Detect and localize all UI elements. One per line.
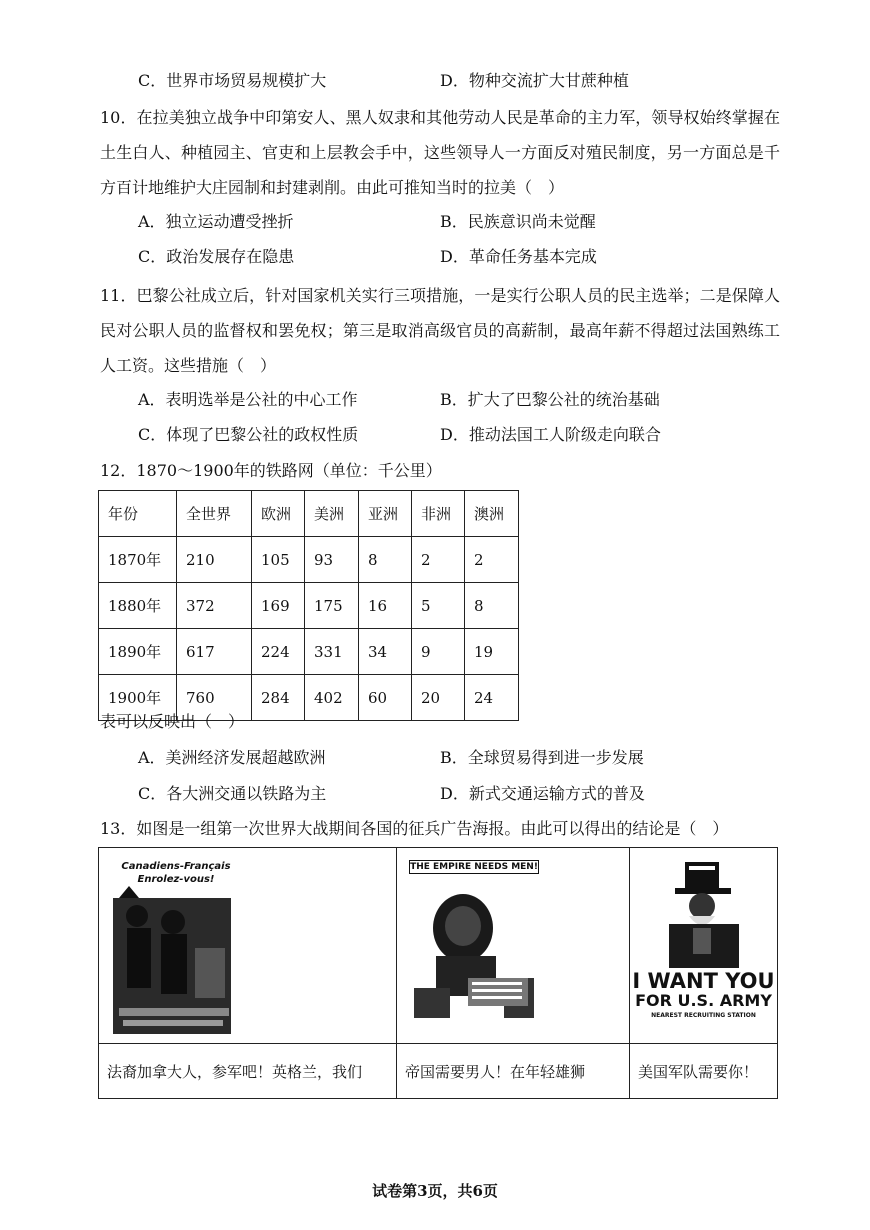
table-cell: 16 [359, 583, 412, 629]
poster-britain-caption: 帝国需要男人！在年轻雄狮 [405, 1062, 586, 1081]
poster-usa-subheadline: FOR U.S. ARMY [635, 991, 772, 1010]
table-cell: 1870年 [99, 537, 177, 583]
table-cell: 2 [465, 537, 519, 583]
table-row [99, 629, 519, 675]
q12-stem: 12．1870～1900年的铁路网（单位：千公里） [100, 461, 442, 480]
table-cell: 20 [412, 675, 465, 721]
table-header-cell: 亚洲 [359, 491, 412, 537]
table-cell: 224 [252, 629, 305, 675]
q11-stem: 11．巴黎公社成立后，针对国家机关实行三项措施，一是实行公职人员的民主选举；二是保障人民对公职人员的监督权和罢免权；第三是取消高级官员的高薪制，最高年薪不得超过法国熟练工人工资。这些措施（ ） [100, 286, 780, 375]
table-header-cell: 非洲 [412, 491, 465, 537]
q12-option-b: B．全球贸易得到进一步发展 [440, 748, 644, 767]
poster-canada [99, 848, 397, 1098]
q13-stem: 13．如图是一组第一次世界大战期间各国的征兵广告海报。由此可以得出的结论是（ ） [100, 819, 729, 838]
railway-table [98, 490, 519, 721]
table-cell: 1900年 [99, 675, 177, 721]
table-cell: 169 [252, 583, 305, 629]
q12-after-text: 表可以反映出（ ） [100, 712, 245, 731]
q12-option-d: D．新式交通运输方式的普及 [440, 784, 645, 803]
table-cell: 331 [305, 629, 359, 675]
table-cell: 175 [305, 583, 359, 629]
poster-canada-image [99, 848, 396, 1044]
table-header-row [99, 491, 519, 537]
table-cell: 210 [177, 537, 252, 583]
poster-usa-image [630, 848, 777, 1044]
q11-option-b: B．扩大了巴黎公社的统治基础 [440, 390, 660, 409]
q9-option-c: C．世界市场贸易规模扩大 [138, 71, 327, 90]
table-cell: 34 [359, 629, 412, 675]
table-cell: 8 [465, 583, 519, 629]
poster-usa-headline: I WANT YOU [632, 969, 775, 993]
poster-usa [630, 848, 777, 1098]
table-cell: 9 [412, 629, 465, 675]
table-cell: 93 [305, 537, 359, 583]
table-cell: 105 [252, 537, 305, 583]
table-cell: 284 [252, 675, 305, 721]
q11-option-d: D．推动法国工人阶级走向联合 [440, 425, 661, 444]
poster-britain-header: THE EMPIRE NEEDS MEN! [410, 862, 538, 872]
poster-usa-footnote: NEAREST RECRUITING STATION [651, 1012, 756, 1019]
table-row [99, 537, 519, 583]
q12-option-a: A．美洲经济发展超越欧洲 [138, 748, 326, 767]
table-header-cell: 年份 [99, 491, 177, 537]
table-cell: 2 [412, 537, 465, 583]
table-cell: 5 [412, 583, 465, 629]
table-cell: 60 [359, 675, 412, 721]
table-cell: 617 [177, 629, 252, 675]
table-header-cell: 欧洲 [252, 491, 305, 537]
q10-option-d: D．革命任务基本完成 [440, 247, 597, 266]
q12-option-c: C．各大洲交通以铁路为主 [138, 784, 327, 803]
table-header-cell: 澳洲 [465, 491, 519, 537]
q11-option-c: C．体现了巴黎公社的政权性质 [138, 425, 359, 444]
page-footer: 试卷第3页，共6页 [372, 1182, 498, 1200]
table-row [99, 583, 519, 629]
table-cell: 19 [465, 629, 519, 675]
table-header-cell: 全世界 [177, 491, 252, 537]
q10-stem: 10．在拉美独立战争中印第安人、黑人奴隶和其他劳动人民是革命的主力军，领导权始终掌握在土生白人、种植园主、官吏和上层教会手中，这些领导人一方面反对殖民制度，另一方面总是千方百计地维护大庄园制和封建剥削。由此可推知当时的拉美（ ） [100, 108, 780, 197]
poster-usa-caption: 美国军队需要你！ [638, 1062, 759, 1081]
table-cell: 402 [305, 675, 359, 721]
q9-option-d: D．物种交流扩大甘蔗种植 [440, 71, 629, 90]
q10-option-b: B．民族意识尚未觉醒 [440, 212, 596, 231]
q11-option-a: A．表明选举是公社的中心工作 [138, 390, 358, 409]
table-cell: 8 [359, 537, 412, 583]
table-cell: 24 [465, 675, 519, 721]
table-cell: 760 [177, 675, 252, 721]
table-cell: 1880年 [99, 583, 177, 629]
poster-britain-image [397, 848, 629, 1044]
poster-canada-caption: 法裔加拿大人，参军吧！英格兰，我们 [107, 1062, 363, 1081]
q10-option-c: C．政治发展存在隐患 [138, 247, 295, 266]
table-header-cell: 美洲 [305, 491, 359, 537]
lions-illustration [408, 878, 538, 1026]
q10-option-a: A．独立运动遭受挫折 [138, 212, 294, 231]
poster-grid [98, 847, 778, 1099]
poster-britain [397, 848, 630, 1098]
table-cell: 372 [177, 583, 252, 629]
poster-canada-header: Canadiens-Français Enrolez-vous! [121, 861, 231, 885]
uncle-sam-illustration [645, 858, 765, 968]
table-cell: 1890年 [99, 629, 177, 675]
